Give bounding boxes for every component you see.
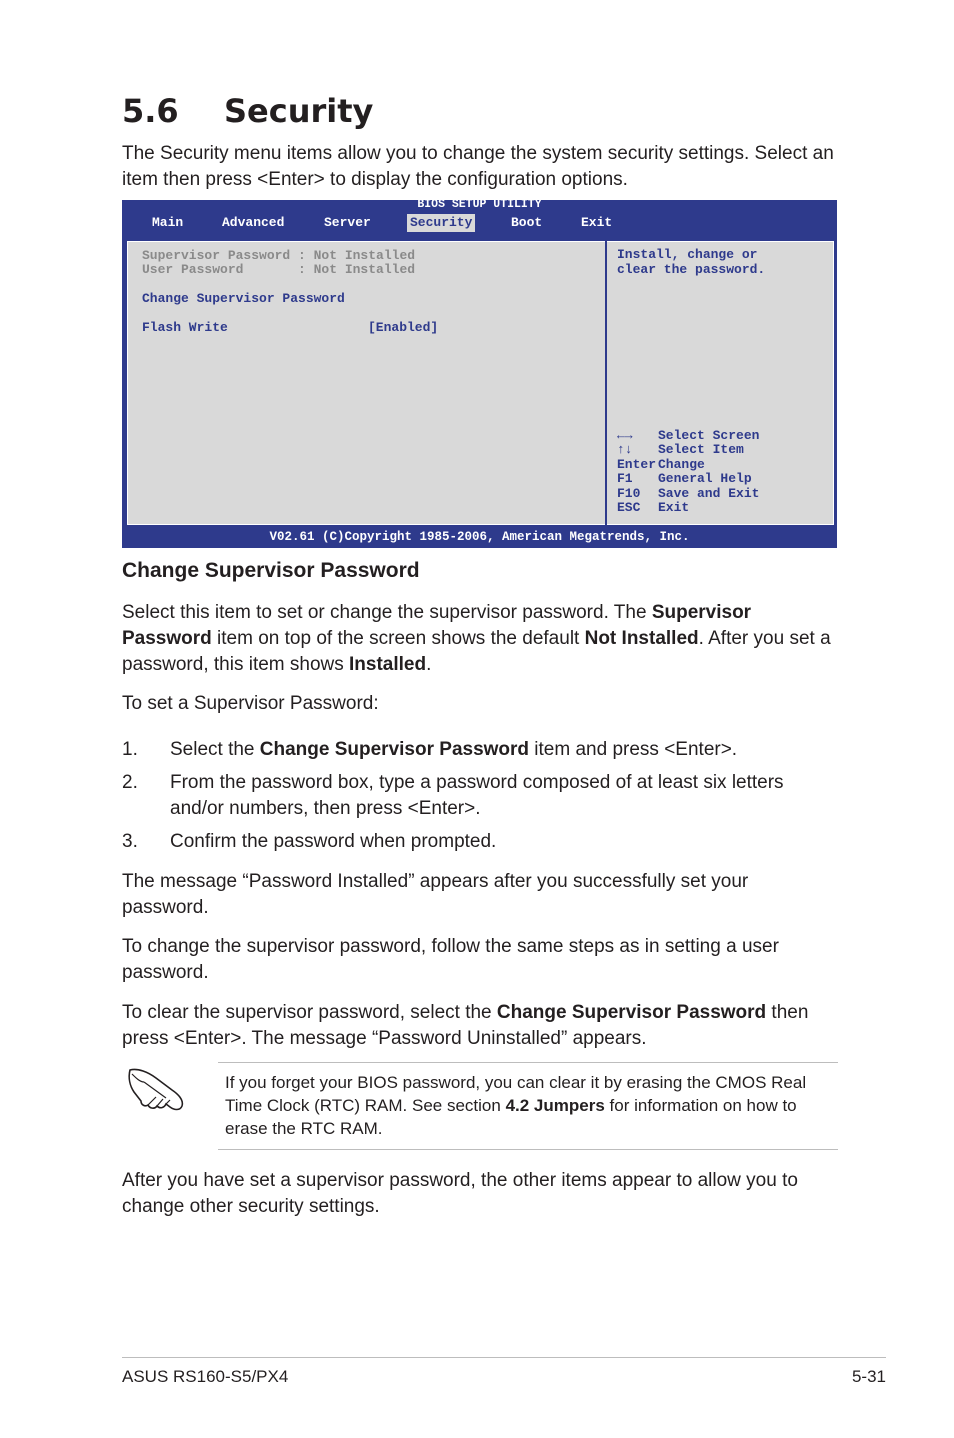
flash-write-value[interactable]: [Enabled] — [368, 320, 439, 335]
key-desc-change: Change — [658, 457, 705, 472]
step-1: 1. Select the Change Supervisor Password item and press <Enter>. — [122, 739, 738, 760]
bios-menubar — [122, 212, 837, 236]
key-arrows-ud: ↑↓ — [617, 442, 633, 457]
help-text-line-1: Install, change or — [617, 247, 758, 262]
paragraph-password-installed: The message “Password Installed” appears after you successfully set your password. — [122, 871, 749, 918]
help-text-line-2: clear the password. — [617, 262, 766, 277]
change-supervisor-password-item[interactable]: Change Supervisor Password — [142, 291, 345, 306]
footer-page-number: 5-31 — [851, 1367, 886, 1386]
footer-model: ASUS RS160-S5/PX4 — [122, 1367, 289, 1386]
section-heading — [122, 92, 373, 130]
key-desc-general-help: General Help — [658, 471, 752, 486]
paragraph-set-password: To set a Supervisor Password: — [122, 693, 379, 714]
footer-rule — [122, 1357, 886, 1358]
bios-copyright: V02.61 (C)Copyright 1985-2006, American Megatrends, Inc. — [269, 530, 690, 544]
bios-tab-server[interactable]: Server — [324, 215, 371, 230]
key-desc-save-exit: Save and Exit — [658, 486, 760, 501]
key-arrows-lr: ←→ — [617, 428, 633, 443]
step-3: 3. Confirm the password when prompted. — [122, 831, 497, 852]
paragraph-change-password: To change the supervisor password, follow the same steps as in setting a user password. — [122, 936, 779, 983]
flash-write-label[interactable]: Flash Write — [142, 320, 228, 335]
section-title: Security — [224, 92, 374, 130]
supervisor-password-status: Supervisor Password : Not Installed — [142, 248, 416, 263]
bios-tab-security[interactable]: Security — [407, 214, 475, 232]
paragraph-other-settings: After you have set a supervisor password, the other items appear to allow you to change other security settings. — [122, 1170, 798, 1217]
key-desc-exit: Exit — [658, 500, 690, 515]
paragraph-supervisor-description: Select this item to set or change the supervisor password. The Supervisor Password item on top of the screen shows the default Not Installed. After you set a password, this item shows Installed. — [122, 602, 831, 675]
bios-tab-boot[interactable]: Boot — [511, 215, 543, 230]
key-desc-select-screen: Select Screen — [658, 428, 760, 443]
key-enter: Enter — [617, 457, 657, 472]
intro-paragraph: The Security menu items allow you to change the system security settings. Select an item then press <Enter> to display the configuration options. — [122, 143, 834, 190]
step-2: 2. From the password box, type a password composed of at least six letters and/or numbers, then press <Enter>. — [122, 772, 784, 819]
key-desc-select-item: Select Item — [658, 442, 744, 457]
bios-title: BIOS SETUP UTILITY — [417, 198, 542, 211]
panel-divider — [605, 241, 607, 525]
key-f10: F10 — [617, 486, 641, 501]
bios-tab-exit[interactable]: Exit — [581, 215, 613, 230]
paragraph-clear-password: To clear the supervisor password, select the Change Supervisor Password then press <Enter>. The message “Password Uninstalled” appears. — [122, 1002, 809, 1049]
bios-screenshot — [122, 200, 837, 548]
subsection-title: Change Supervisor Password — [122, 559, 420, 582]
note-text: If you forget your BIOS password, you can clear it by erasing the CMOS Real Time Clock (RTC) RAM. See section 4.2 Jumpers for information on how to erase the RTC RAM. — [225, 1073, 807, 1138]
bios-tab-main[interactable]: Main — [152, 215, 184, 230]
section-number: 5.6 — [122, 92, 179, 130]
hand-note-icon — [126, 1064, 186, 1114]
key-esc: ESC — [617, 500, 641, 515]
user-password-status: User Password : Not Installed — [142, 262, 416, 277]
key-f1: F1 — [617, 471, 633, 486]
bios-panel — [126, 240, 835, 526]
bios-tab-advanced[interactable]: Advanced — [222, 215, 285, 230]
